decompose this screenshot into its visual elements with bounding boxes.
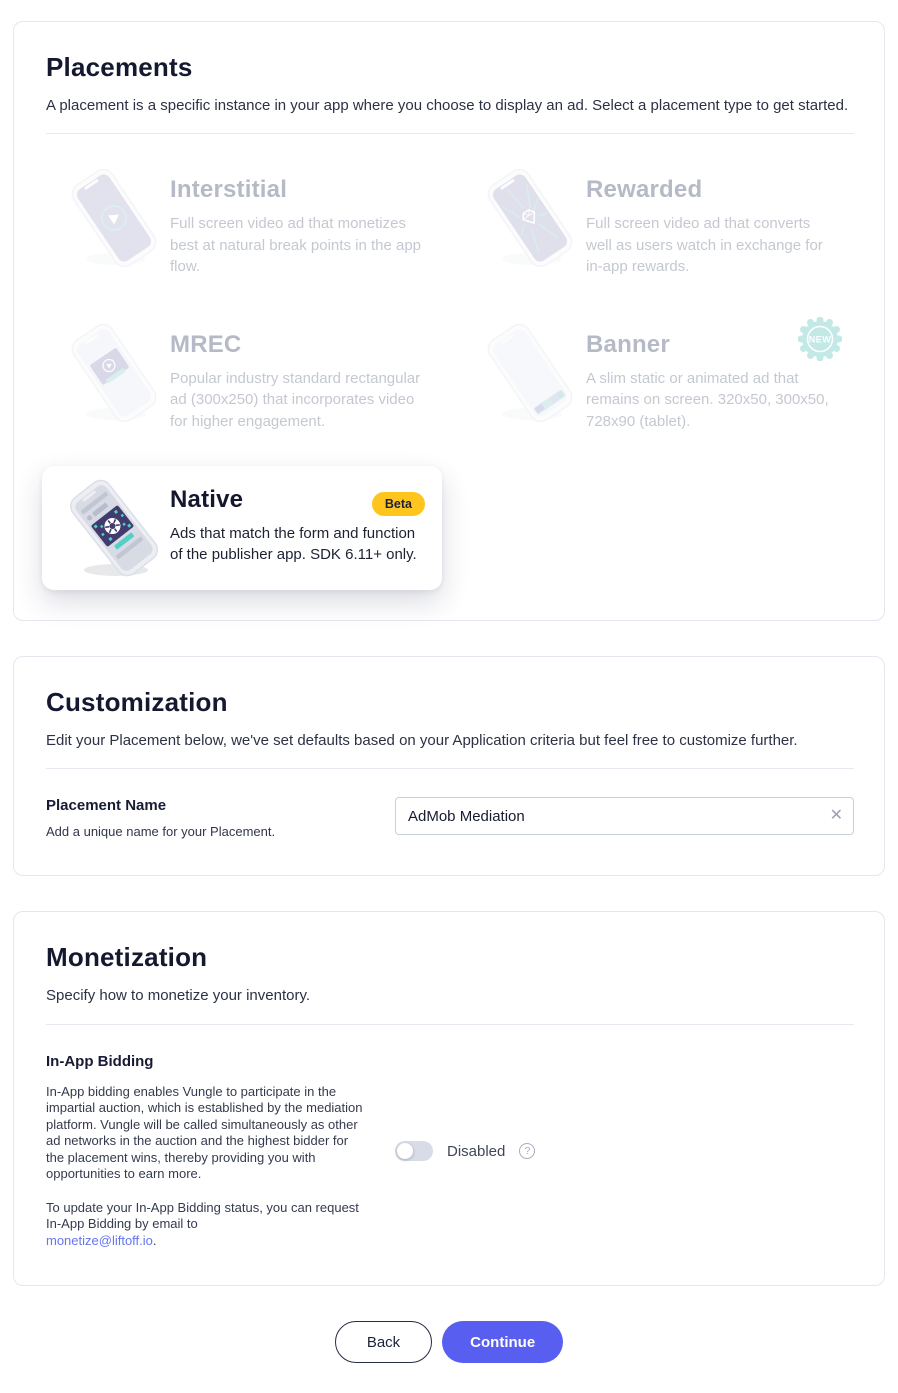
type-description: A slim static or animated ad that remains on screen. 320x50, 300x50, 728x90 (tablet).	[586, 370, 829, 430]
toggle-knob	[397, 1143, 413, 1159]
placement-name-help: Add a unique name for your Placement.	[46, 824, 276, 840]
mrec-phone-icon	[58, 323, 170, 423]
back-button[interactable]: Back	[335, 1321, 432, 1363]
rewarded-phone-icon	[474, 168, 586, 268]
placement-type-banner[interactable]	[458, 311, 858, 444]
customization-card	[13, 656, 885, 876]
svg-text:NEW: NEW	[808, 334, 832, 345]
placement-type-native[interactable]	[42, 466, 442, 590]
placements-title: Placements	[46, 52, 193, 82]
placement-type-mrec[interactable]	[42, 311, 442, 444]
monetization-description: Specify how to monetize your inventory.	[46, 987, 311, 1005]
type-name: MREC	[170, 331, 242, 359]
in-app-bidding-toggle[interactable]	[395, 1141, 433, 1161]
beta-badge: Beta	[372, 492, 425, 516]
placement-type-rewarded[interactable]	[458, 156, 858, 289]
interstitial-phone-icon	[58, 168, 170, 268]
type-name: Native	[170, 486, 244, 514]
continue-button[interactable]: Continue	[442, 1321, 563, 1363]
placements-card	[13, 21, 885, 621]
monetization-card	[13, 911, 885, 1286]
placement-types-grid	[14, 134, 884, 620]
in-app-bidding-label: In-App Bidding	[46, 1052, 154, 1070]
footer-actions	[0, 1321, 898, 1393]
type-description: Full screen video ad that converts well as users watch in exchange for in-app rewards.	[586, 215, 823, 275]
native-phone-icon	[58, 478, 170, 578]
new-badge	[798, 317, 842, 361]
placement-name-label: Placement Name	[46, 797, 167, 815]
in-app-bidding-cta: To update your In-App Bidding status, you can request In-App Bidding by email to monetize@liftoff.io.	[46, 1199, 359, 1248]
type-name: Banner	[586, 331, 670, 359]
placement-name-input[interactable]	[395, 797, 854, 835]
help-icon[interactable]: ?	[519, 1143, 535, 1159]
in-app-bidding-description: In-App bidding enables Vungle to participate in the impartial auction, which is established by the mediation platform. Vungle will be called simultaneously as other ad networks in the auction and the highest bidder for the placement wins, thereby providing you with opportunities to earn more.	[46, 1083, 363, 1182]
placements-description: A placement is a specific instance in your app where you choose to display an ad. Select a placement type to get started.	[46, 97, 849, 114]
monetize-email-link[interactable]: monetize@liftoff.io	[46, 1232, 153, 1248]
type-name: Rewarded	[586, 176, 703, 204]
banner-phone-icon	[474, 323, 586, 423]
in-app-bidding-state: Disabled	[447, 1142, 506, 1160]
type-name: Interstitial	[170, 176, 288, 204]
type-description: Popular industry standard rectangular ad (300x250) that incorporates video for higher engagement.	[170, 370, 421, 430]
type-description: Ads that match the form and function of the publisher app. SDK 6.11+ only.	[170, 525, 417, 564]
clear-input-icon[interactable]: ✕	[829, 807, 843, 825]
customization-description: Edit your Placement below, we've set defaults based on your Application criteria but feel free to customize further.	[46, 732, 798, 750]
type-description: Full screen video ad that monetizes best at natural break points in the app flow.	[170, 215, 422, 275]
placement-type-interstitial[interactable]	[42, 156, 442, 289]
monetization-title: Monetization	[46, 942, 208, 973]
customization-title: Customization	[46, 687, 228, 718]
